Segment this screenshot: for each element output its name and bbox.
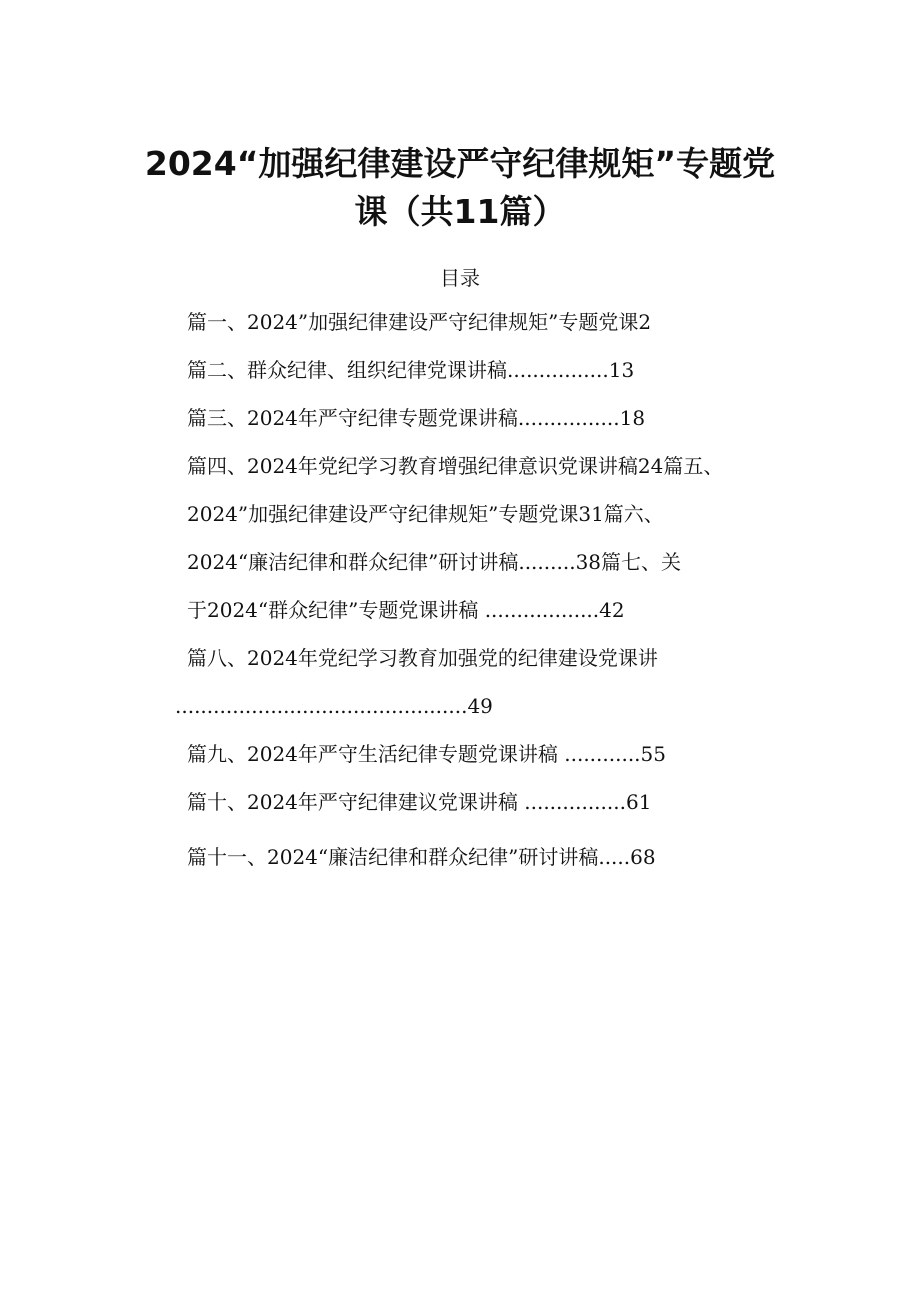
toc-entry[interactable]: 篇十、2024年严守纪律建议党课讲稿 ................61 bbox=[187, 790, 652, 814]
toc-entry[interactable]: 篇一、2024”加强纪律建设严守纪律规矩”专题党课2 bbox=[187, 310, 652, 334]
toc-heading: 目录 bbox=[440, 266, 480, 290]
document-title-line-2: 课（共11篇） bbox=[354, 192, 566, 231]
toc-entry[interactable]: 篇四、2024年党纪学习教育增强纪律意识党课讲稿24篇五、 bbox=[187, 454, 724, 478]
toc-entry[interactable]: 篇九、2024年严守生活纪律专题党课讲稿 ............55 bbox=[187, 742, 666, 766]
toc-entry[interactable]: 篇十一、2024“廉洁纪律和群众纪律”研讨讲稿.....68 bbox=[187, 845, 656, 869]
toc-entry[interactable]: 篇二、群众纪律、组织纪律党课讲稿................13 bbox=[187, 358, 635, 382]
toc-entry[interactable]: 篇三、2024年严守纪律专题党课讲稿................18 bbox=[187, 406, 646, 430]
toc-entry[interactable]: 于2024“群众纪律”专题党课讲稿 ..................42 bbox=[187, 598, 625, 622]
document-title-line-1: 2024“加强纪律建设严守纪律规矩”专题党 bbox=[144, 144, 776, 183]
toc-entry[interactable]: 篇八、2024年党纪学习教育加强党的纪律建设党课讲 bbox=[187, 646, 658, 670]
toc-entry[interactable]: 2024“廉洁纪律和群众纪律”研讨讲稿.........38篇七、关 bbox=[187, 550, 682, 574]
toc-entry-continuation[interactable]: ..............................................49 bbox=[175, 694, 493, 718]
toc-entry[interactable]: 2024”加强纪律建设严守纪律规矩”专题党课31篇六、 bbox=[187, 502, 664, 526]
